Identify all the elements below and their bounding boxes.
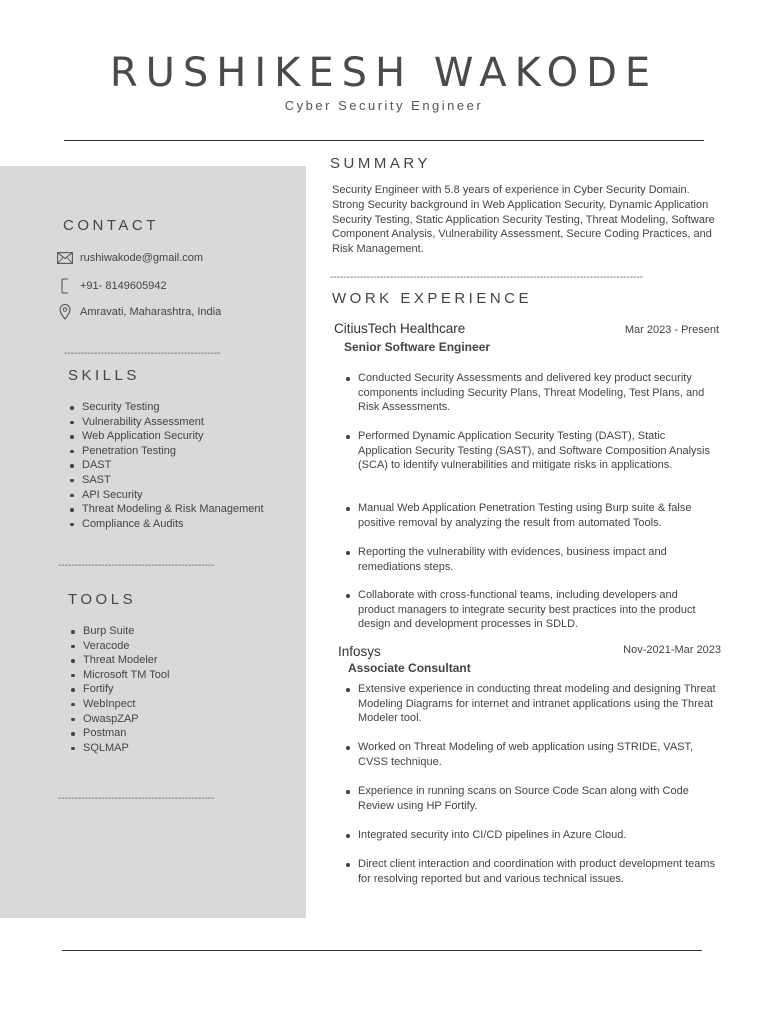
phone-icon [56,278,74,294]
list-item: Experience in running scans on Source Code Scan along with Code Review using HP Fortify. [344,784,716,813]
header-divider [64,140,704,141]
list-item: SAST [68,473,298,488]
summary-text: Security Engineer with 5.8 years of experience in Cyber Security Domain. Strong Security background in Web Application Security, Dynamic Application Security Testing, Static Application Security Testing, Threat Modeling, Software Component Analysis, Vulnerability Assessment, Secure Coding Practices, and Risk Management. [332,184,715,256]
candidate-name: RUSHIKESH WAKODE [109,50,659,96]
job-bullets [344,784,716,813]
list-item: Fortify [69,682,299,697]
list-item: Compliance & Audits [68,517,298,532]
job-bullets [344,828,716,843]
job-title: Cyber Security Engineer [284,98,484,113]
list-item: Conducted Security Assessments and delivered key product security components including Security Plans, Threat Modeling, Test Plans, and Risk Assessments. [344,371,716,415]
list-item: Performed Dynamic Application Security Testing (DAST), Static Application Security Testing (SAST), and Software Composition Analysis (SCA) to identify vulnerabilities and mitigate risks in applications. [344,429,716,473]
list-item: Threat Modeler [69,653,299,668]
list-item: Worked on Threat Modeling of web application using STRIDE, VAST, CVSS technique. [344,740,716,769]
list-item: API Security [68,488,298,503]
list-item: Burp Suite [69,624,299,639]
list-item: Microsoft TM Tool [69,668,299,683]
footer-divider [62,950,702,951]
list-item: Direct client interaction and coordination with product development teams for resolving reported but and various technical issues. [344,857,716,886]
contact-heading: CONTACT [63,217,159,234]
job-role: Senior Software Engineer [344,340,491,354]
list-item: Collaborate with cross-functional teams, including developers and product managers to integrate security best practices into the product design and development processes in SDLD. [344,588,716,632]
list-item: OwaspZAP [69,712,299,727]
contact-email[interactable] [56,250,203,266]
list-item: Threat Modeling & Risk Management [68,502,298,517]
list-item: Security Testing [68,400,298,415]
phone-text: +91- 8149605942 [80,280,167,292]
job-bullets [344,682,716,726]
job-dates: Mar 2023 - Present [624,324,719,336]
list-item: Manual Web Application Penetration Testing using Burp suite & false positive removal by analyzing the result from automated Tools. [344,501,716,530]
list-item: DAST [68,458,298,473]
contact-phone[interactable] [56,278,167,294]
work-experience-heading: WORK EXPERIENCE [332,290,533,307]
summary-heading: SUMMARY [330,155,431,172]
list-item: Reporting the vulnerability with evidences, business impact and remediations steps. [344,545,716,574]
list-item: Integrated security into CI/CD pipelines in Azure Cloud. [344,828,716,843]
email-text: rushiwakode@gmail.com [80,252,204,264]
list-item: WebInpect [69,697,299,712]
job-dates: Nov-2021-Mar 2023 [623,644,721,656]
job-bullets [344,588,716,632]
job-role: Associate Consultant [348,661,471,675]
job-bullets [344,371,716,415]
list-item: Extensive experience in conducting threat modeling and designing Threat Modeling Diagrams for internet and intranet applications using the Threat Modeler tool. [344,682,716,726]
job-bullets [344,429,716,473]
contact-location [56,304,221,320]
tools-heading: TOOLS [68,591,137,608]
main-divider: ---------------------------------------------------------------------------------------------- [330,273,644,283]
skills-list [68,400,298,531]
list-item: SQLMAP [69,741,299,756]
list-item: Penetration Testing [68,444,298,459]
location-pin-icon [56,304,74,320]
sidebar-divider: ----------------------------------------------- [58,794,215,804]
location-text: Amravati, Maharashtra, India [80,306,222,318]
company-name: Infosys [338,644,381,659]
sidebar-divider: ----------------------------------------------- [58,561,215,571]
sidebar-divider: ----------------------------------------------- [64,349,221,359]
list-item: Web Application Security [68,429,298,444]
job-bullets [344,545,716,574]
list-item: Veracode [69,639,299,654]
job-bullets [344,857,716,886]
company-name: CitiusTech Healthcare [334,321,466,336]
envelope-icon [56,250,74,266]
skills-heading: SKILLS [68,367,140,384]
job-bullets [344,740,716,769]
job-bullets [344,501,716,530]
tools-list [69,624,299,755]
list-item: Vulnerability Assessment [68,415,298,430]
list-item: Postman [69,726,299,741]
